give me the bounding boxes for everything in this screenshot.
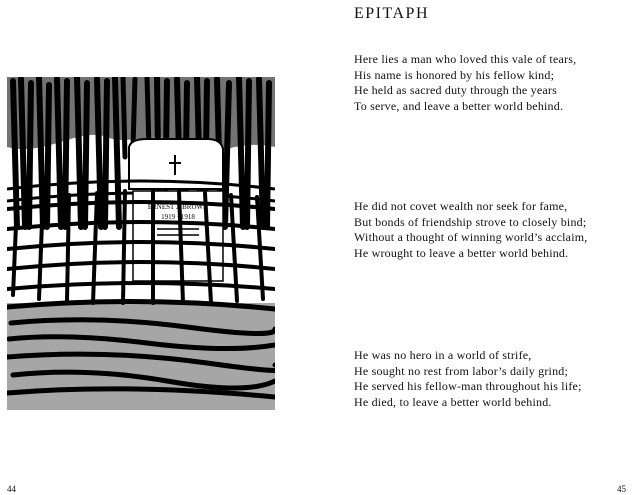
poem-line: He held as sacred duty through the years: [354, 83, 557, 97]
plaque-name-text: ERNEST J. BROWN: [147, 203, 209, 211]
poem-line: He wrought to leave a better world behind.: [354, 245, 569, 260]
poem-title: EPITAPH: [354, 5, 429, 22]
stanza-2: [354, 199, 624, 261]
poem-line: He died, to leave a better world behind.: [354, 394, 552, 409]
poem-line: Here lies a man who loved this vale of tears,: [354, 52, 577, 66]
page-number-right: 45: [617, 484, 626, 494]
memorial-plaque-illustration: [7, 77, 275, 410]
plaque-years-text: 1919 · 1918: [161, 213, 195, 221]
poem-line: He was no hero in a world of strife,: [354, 348, 532, 362]
stanza-3: [354, 348, 624, 410]
illustration-drawing: [7, 77, 275, 410]
poem-line: To serve, and leave a better world behind.: [354, 98, 564, 113]
poem-line: He did not covet wealth nor seek for fame,: [354, 199, 568, 213]
poem-line: Without a thought of winning world’s acclaim,: [354, 230, 588, 244]
stanza-1: [354, 52, 624, 114]
poem-line: But bonds of friendship strove to closely bind;: [354, 214, 587, 229]
poem-line: He served his fellow-man throughout his life;: [354, 379, 582, 393]
poem-line: His name is honored by his fellow kind;: [354, 67, 555, 82]
page-number-left: 44: [7, 484, 16, 494]
poem-line: He sought no rest from labor’s daily grind;: [354, 363, 569, 378]
